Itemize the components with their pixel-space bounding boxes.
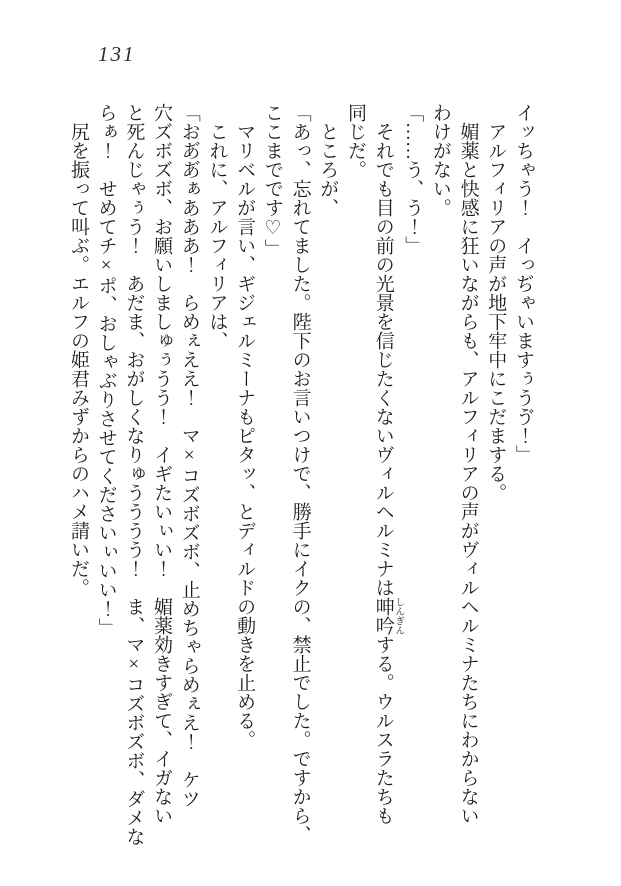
- body-text: イッちゃう！ イっぢゃいますぅうゔ！」 アルフィリアの声が地下牢中にこだまする。 媚薬と快感に狂いながらも、アルフィリアの声がヴィルヘルミナたちにわからない わけがない。 「……う、う！」 それでも目の前の光景を信じたくないヴィルヘルミナは呻吟 しんぎんする。ウルスラたちも 同じだ。 ところが、 「あっ、忘れてました。陛下のお言いつけで、勝手にイクの、禁止でした。ですから、 ここまでです♡」 マリベルが言い、ギジェルミーナもピタッ、とディルドの動きを止める。 これに、アルフィリアは、 「おあ゙あ゙ぁあああ！ らめぇええ！ マ×コズボズボ、止めちゃらめぇえ！ ケツ 穴ズボズボ、お願いしましゅぅうう！ イギたいぃい！ 媚薬効きすぎて、イガない と死んじゃぅう！ あだま、おがしくなりゅうううう！ ま、マ×コズボズボ、ダメな らぁ！ せめてチ×ポ、おしゃぶりさせてくださいぃいい！」 尻を振って叫ぶ。エルフの姫君みずからのハメ請いだ。: [67, 103, 534, 846]
- page-number: 131: [98, 42, 136, 66]
